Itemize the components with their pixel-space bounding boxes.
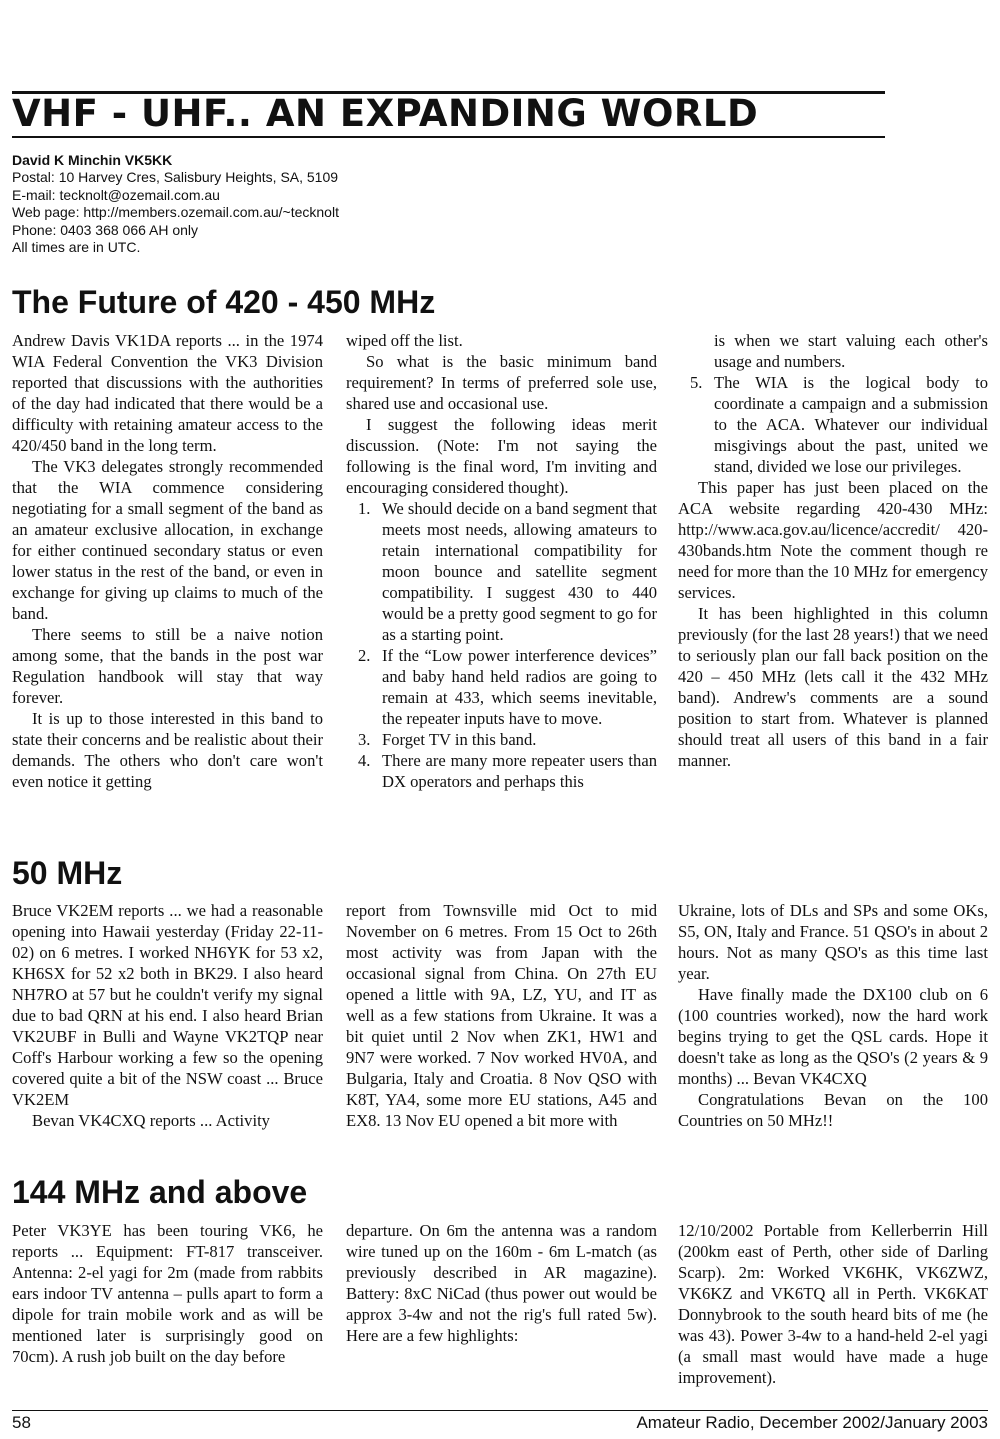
s2-column-1 xyxy=(12,900,323,1131)
paragraph: 12/10/2002 Portable from Kellerberrin Hill (200km east of Perth, other side of Darling Scarp). 2m: Worked VK6HK, VK6ZWZ, VK6KZ and VK6TQ all in Perth. VK6KAT Donnybrook to the south heard bits of me (he was 43). Power 3-4w to a hand-held 2-el yagi (a small mast would have made a huge improvement). xyxy=(678,1221,988,1387)
list-text: The WIA is the logical body to coordinate a campaign and a submission to the ACA. Whatever our individual misgivings about the past, united we stand, divided we lose our privileges. xyxy=(714,373,988,476)
s1-column-1 xyxy=(12,330,323,792)
paragraph: Ukraine, lots of DLs and SPs and some OKs, S5, ON, Italy and France. 51 QSO's in about 2 hours. Not as many QSO's as this time last year. xyxy=(678,901,988,983)
footer-rule xyxy=(12,1410,988,1411)
masthead-bottom-rule xyxy=(12,136,885,138)
list-number: 3. xyxy=(358,730,371,749)
paragraph: The VK3 delegates strongly recommended that the WIA commence considering negotiating for a small segment of the band as an amateur exclusive allocation, in exchange for either continued secondary status or even lower status in the rest of the band, or even in exchange for giving up claims to much of the band. xyxy=(12,457,323,623)
s1-column-2 xyxy=(346,330,657,792)
list-text: We should decide on a band segment that meets most needs, allowing amateurs to retain international compatibility for moon bounce and satellite segment compatibility. I suggest 430 to 440 would be a pretty good segment to go for as a starting point. xyxy=(382,499,657,644)
list-text: Forget TV in this band. xyxy=(382,730,537,749)
author-email: E-mail: tecknolt@ozemail.com.au xyxy=(12,186,220,203)
list-item xyxy=(678,372,988,477)
s2-column-2 xyxy=(346,900,657,1131)
paragraph: Have finally made the DX100 club on 6 (100 countries worked), now the hard work begins trying to get the QSL cards. Hope it doesn't take as long as the QSO's (2 years & 9 months) ... Bevan VK4CXQ xyxy=(678,985,988,1088)
section-heading-50mhz: 50 MHz xyxy=(12,855,123,891)
s3-column-3 xyxy=(678,1220,988,1388)
list-number: 1. xyxy=(358,499,371,518)
paragraph: departure. On 6m the antenna was a random wire tuned up on the 160m - 6m L-match (as previously described in AR magazine). Battery: 8xC NiCad (thus power out would be approx 3-4w and not the rig's full rated 5w). Here are a few highlights: xyxy=(346,1221,657,1345)
paragraph: So what is the basic minimum band requirement? In terms of preferred sole use, shared use and occasional use. xyxy=(346,352,657,413)
list-number: 5. xyxy=(690,373,703,392)
publication-line: Amateur Radio, December 2002/January 2003 xyxy=(636,1413,988,1432)
author-postal: Postal: 10 Harvey Cres, Salisbury Heights, SA, 5109 xyxy=(12,169,339,186)
s3-column-2 xyxy=(346,1220,657,1346)
paragraph: Bruce VK2EM reports ... we had a reasonable opening into Hawaii yesterday (Friday 22-11-02) on 6 metres. I worked NH6YK for 53 x2, KH6SX for 52 x2 both in BK29. I also heard NH7RO at 57 but he couldn't verify my signal due to bad QRN at his end. I also heard Brian VK2UBF in Bulli and Wayne VK2TQP near Coff's Harbour working a few so the opening covered quite a bit of the NSW coast ... Bruce VK2EM xyxy=(12,901,323,1109)
paragraph: It is up to those interested in this band to state their concerns and be realistic about their demands. The others who don't care won't even notice it getting xyxy=(12,709,323,791)
section-heading-144mhz: 144 MHz and above xyxy=(12,1174,308,1210)
list-item xyxy=(346,729,657,750)
list-number: 2. xyxy=(358,646,371,665)
list-item xyxy=(346,750,657,792)
paragraph: Peter VK3YE has been touring VK6, he reports ... Equipment: FT-817 transceiver. Antenna: 2-el yagi for 2m (made from rabbits ears indoor TV antenna – pulls apart to form a dipole for train mobile work and as will be mentioned later is surprisingly good on 70cm). A rush job built on the day before xyxy=(12,1221,323,1366)
paragraph: There seems to still be a naive notion among some, that the bands in the post war Regulation handbook will stay that way forever. xyxy=(12,625,323,707)
author-web: Web page: http://members.ozemail.com.au/~tecknolt xyxy=(12,204,339,221)
suggestion-list xyxy=(346,498,657,792)
list-item xyxy=(346,498,657,645)
list-item-continuation: is when we start valuing each other's usage and numbers. xyxy=(714,331,988,371)
author-phone: Phone: 0403 368 066 AH only xyxy=(12,221,199,238)
list-number: 4. xyxy=(358,751,371,770)
suggestion-list-continued xyxy=(678,330,988,477)
paragraph: Bevan VK4CXQ reports ... Activity xyxy=(32,1111,270,1130)
paragraph: report from Townsville mid Oct to mid November on 6 metres. From 15 Oct to 26th most activity was from Japan with the occasional signal from China. On 27th EU opened a little with 9A, LZ, YU, and IT as well as a few stations from Ukraine. It was a bit quiet until 2 Nov when ZK1, HW1 and 9N7 were worked. 7 Nov worked HV0A, and Bulgaria, Italy and Croatia. 8 Nov QSO with K8T, YA4, some more EU stations, A45 and EX8. 13 Nov EU opened a bit more with xyxy=(346,901,657,1130)
paragraph: This paper has just been placed on the ACA website regarding 420-430 MHz: http://www.aca.gov.au/licence/accredit/ 420-430bands.htm Note the comment though re need for more than the 10 MHz for emergency services. xyxy=(678,478,988,602)
paragraph: It has been highlighted in this column previously (for the last 28 years!) that we need to seriously plan our fall back position on the 420 – 450 MHz (lets call it the 432 MHz band). Andrew's comments are a sound position to start from. Whatever is planned should treat all users of this band in a fair manner. xyxy=(678,604,988,770)
list-text: If the “Low power interference devices” and baby hand held radios are going to remain at 433, which seems inevitable, the repeater inputs have to move. xyxy=(382,646,657,728)
author-name: David K Minchin VK5KK xyxy=(12,152,173,168)
column-masthead: VHF - UHF.. AN EXPANDING WORLD xyxy=(12,92,759,135)
section-heading-420-450: The Future of 420 - 450 MHz xyxy=(12,284,436,320)
page-number: 58 xyxy=(12,1413,31,1432)
list-text: There are many more repeater users than DX operators and perhaps this xyxy=(382,751,657,791)
s2-column-3 xyxy=(678,900,988,1131)
s3-column-1 xyxy=(12,1220,323,1367)
author-times-note: All times are in UTC. xyxy=(12,239,141,256)
s1-column-3 xyxy=(678,330,988,771)
list-item xyxy=(346,645,657,729)
paragraph: wiped off the list. xyxy=(346,331,463,350)
author-block xyxy=(12,152,612,256)
paragraph: Andrew Davis VK1DA reports ... in the 1974 WIA Federal Convention the VK3 Division reported that discussions with the authorities of the day had indicated that there would be a difficulty with retaining amateur access to the 420/450 band in the long term. xyxy=(12,331,323,455)
paragraph: Congratulations Bevan on the 100 Countries on 50 MHz!! xyxy=(678,1090,988,1130)
paragraph: I suggest the following ideas merit discussion. (Note: I'm not saying the following is the final word, I'm inviting and encouraging considered thought). xyxy=(346,415,657,497)
